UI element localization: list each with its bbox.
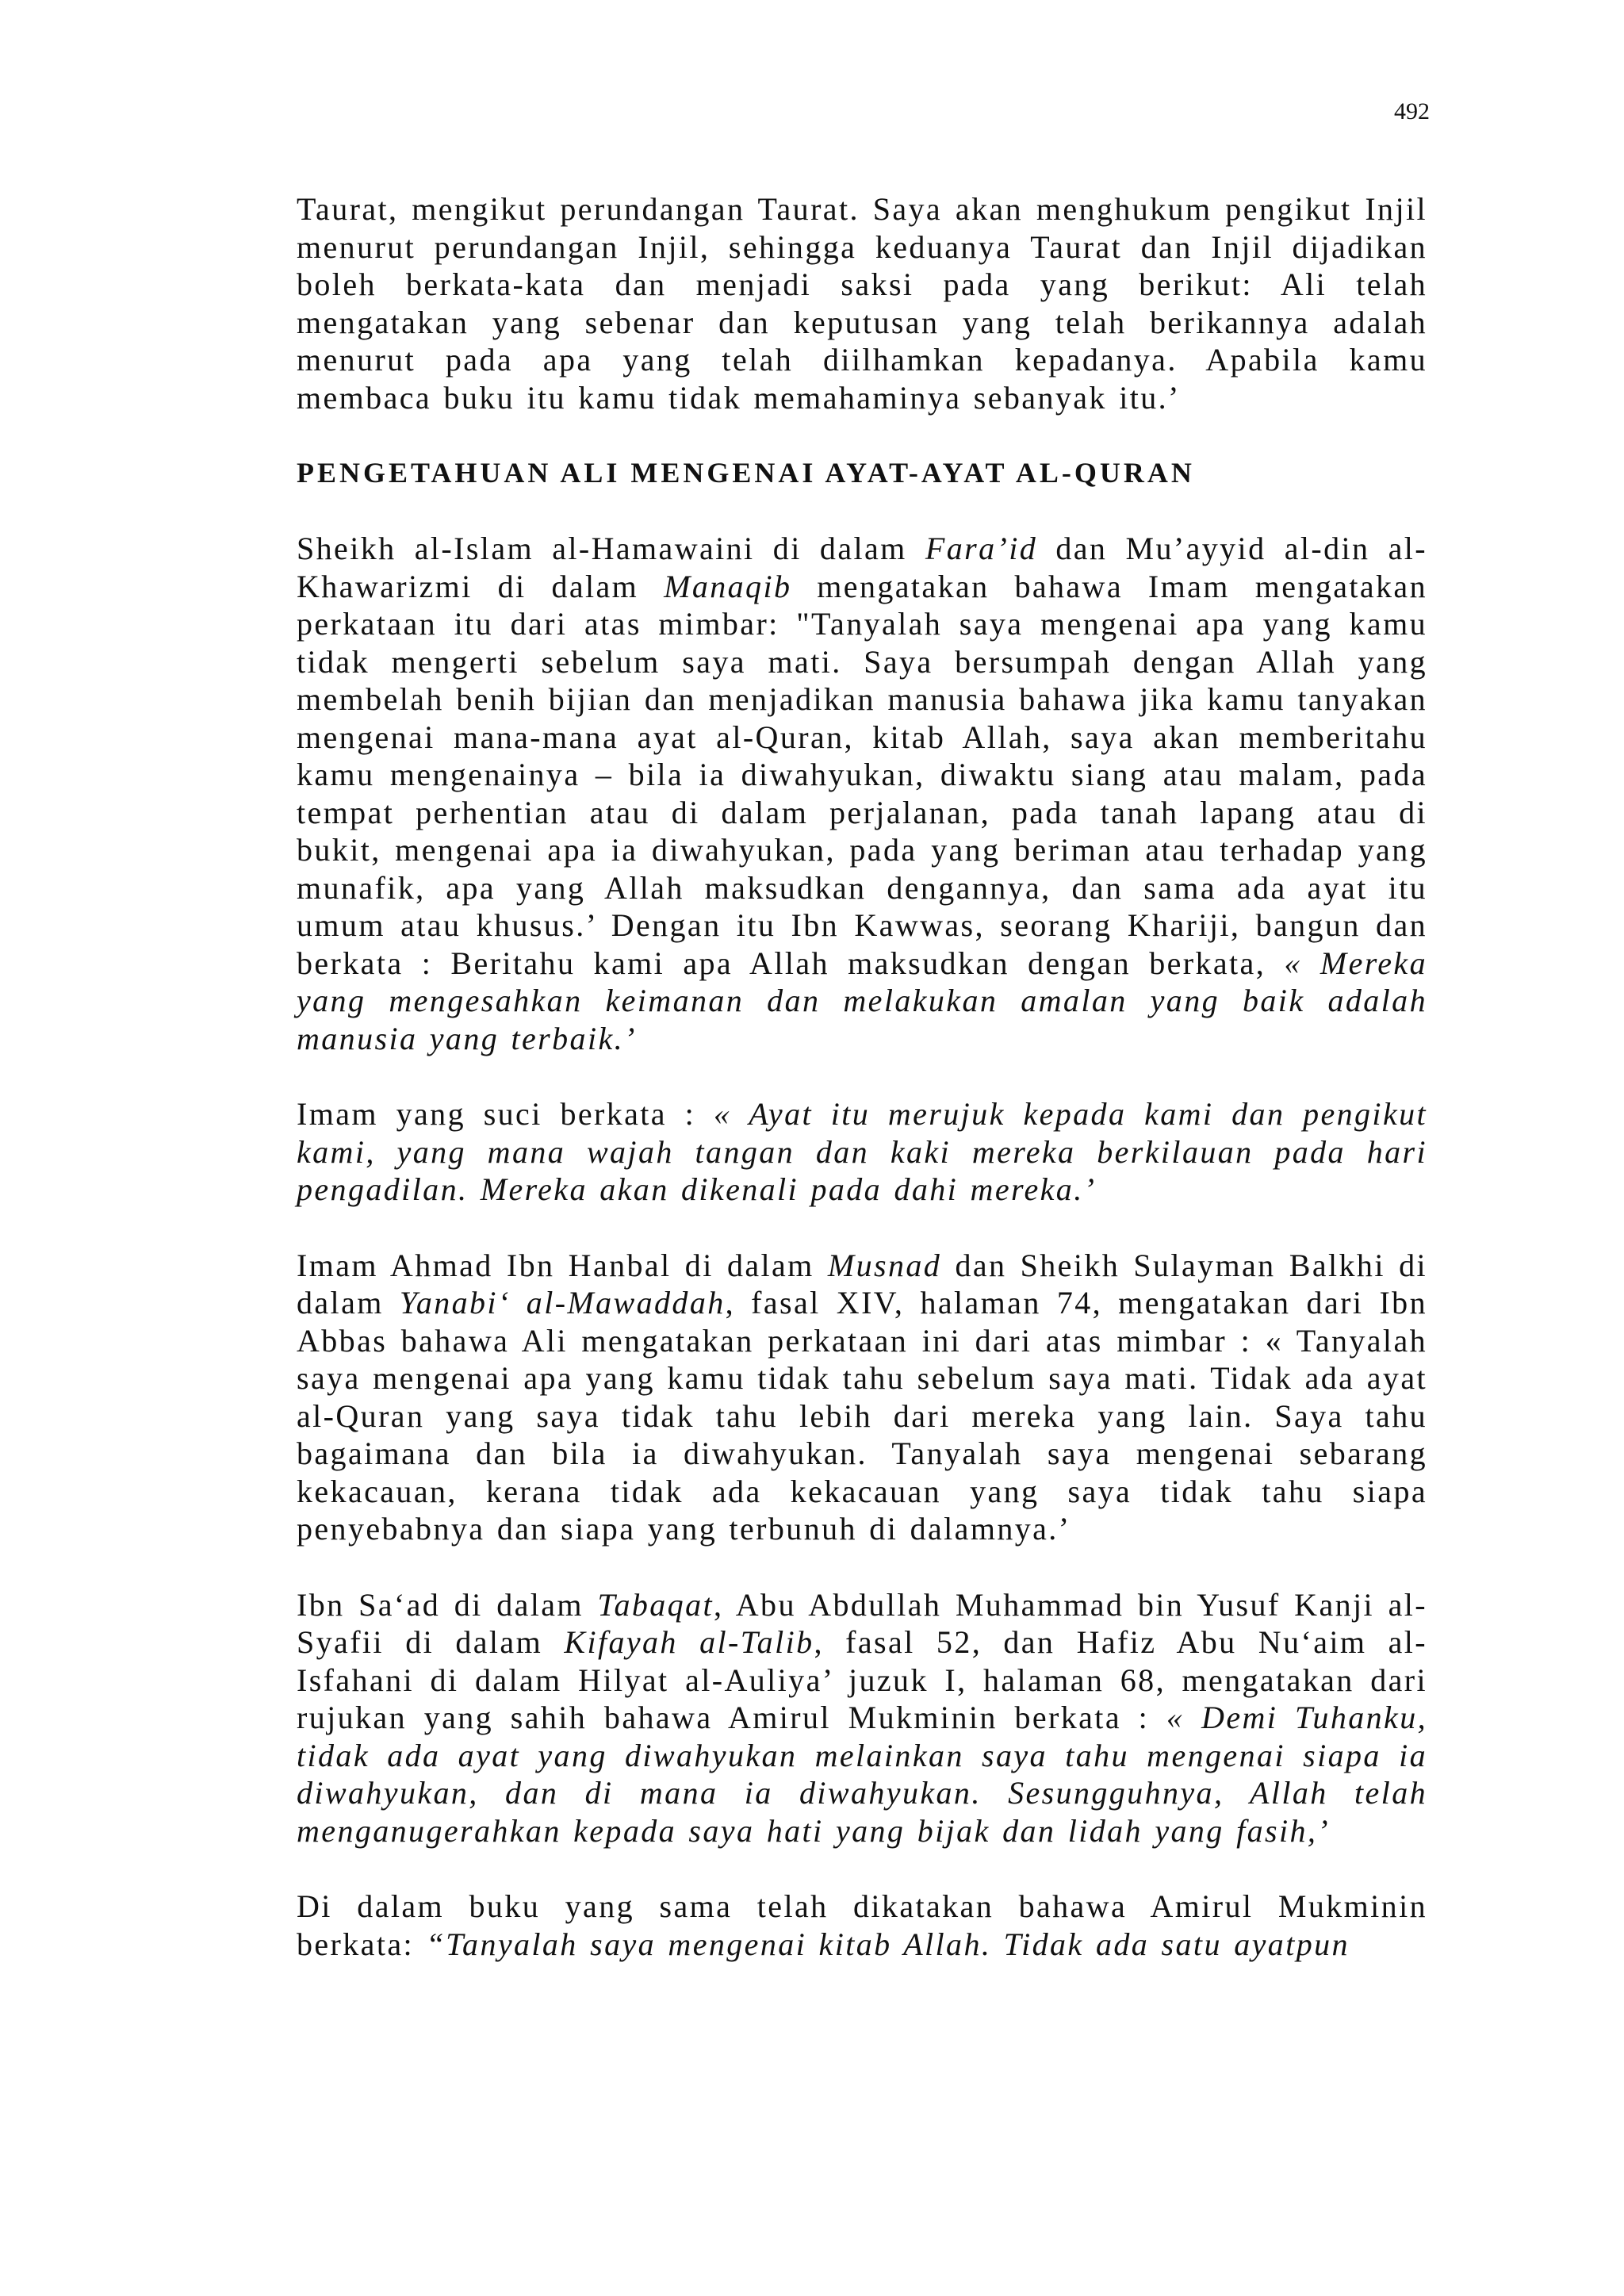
italic-text-run: Tabaqat	[597, 1586, 714, 1623]
paragraph-3	[297, 1095, 1427, 1209]
text-run: Imam yang suci berkata :	[297, 1096, 714, 1132]
page-body	[297, 190, 1427, 1963]
paragraph-4	[297, 1247, 1427, 1548]
paragraph-6	[297, 1888, 1427, 1963]
text-run: dan Mu’ayyid al-din al-Khawarizmi di dalam	[297, 531, 1427, 604]
italic-text-run: Fara’id	[925, 531, 1038, 566]
italic-text-run: Kifayah al-Talib	[564, 1624, 814, 1660]
text-run: mengatakan bahawa Imam mengatakan perkataan itu dari atas mimbar: "Tanyalah saya mengenai apa yang kamu tidak mengerti sebelum saya mati. Saya bersumpah dengan Allah yang membelah benih bijian dan menjadikan manusia bahawa jika kamu tanyakan mengenai mana-mana ayat al-Quran, kitab Allah, saya akan memberitahu kamu mengenainya – bila ia diwahyukan, diwaktu siang atau malam, pada tempat perhentian atau di dalam perjalanan, pada tanah lapang atau di bukit, mengenai apa ia diwahyukan, pada yang beriman atau terhadap yang munafik, apa yang Allah maksudkan dengannya, dan sama ada ayat itu umum atau khusus.’ Dengan itu Ibn Kawwas, seorang Khariji, bangun dan berkata : Beritahu kami apa Allah maksudkan dengan berkata,	[297, 568, 1427, 981]
italic-text-run: Yanabi‘ al-Mawaddah	[399, 1285, 726, 1320]
text-run: , fasal 52, dan Hafiz Abu Nu‘aim al-Isfahani di dalam Hilyat al-Auliya’ juzuk I, halaman 68, mengatakan dari rujukan yang sahih bahawa Amirul Mukminin berkata :	[297, 1624, 1428, 1735]
text-run: Ibn Sa‘ad di dalam	[297, 1586, 598, 1623]
paragraph-5	[297, 1586, 1427, 1850]
paragraph-1	[297, 190, 1427, 416]
text-run: Sheikh al-Islam al-Hamawaini di dalam	[297, 531, 925, 566]
italic-text-run: Manaqib	[664, 568, 792, 604]
italic-text-run: « Mereka yang mengesahkan keimanan dan melakukan amalan yang baik adalah manusia yang terbaik.’	[297, 945, 1427, 1056]
text-run: Taurat, mengikut perundangan Taurat. Saya akan menghukum pengikut Injil menurut perundangan Injil, sehingga keduanya Taurat dan Injil dijadikan boleh berkata-kata dan menjadi saksi pada yang berikut: Ali telah mengatakan yang sebenar dan keputusan yang telah berikannya adalah menurut pada apa yang telah diilhamkan kepadanya. Apabila kamu membaca buku itu kamu tidak memahaminya sebanyak itu.’	[297, 191, 1427, 416]
italic-text-run: “Tanyalah saya mengenai kitab Allah. Tidak ada satu ayatpun	[426, 1926, 1350, 1962]
italic-text-run: « Demi Tuhanku, tidak ada ayat yang diwahyukan melainkan saya tahu mengenai siapa ia diwahyukan, dan di mana ia diwahyukan. Sesungguhnya, Allah telah menganugerahkan kepada saya hati yang bijak dan lidah yang fasih,’	[297, 1700, 1427, 1849]
page-number: 492	[1394, 98, 1430, 125]
section-heading: PENGETAHUAN ALI MENGENAI AYAT-AYAT AL-QURAN	[297, 457, 1195, 489]
text-run: Imam Ahmad Ibn Hanbal di dalam	[297, 1247, 828, 1283]
text-run: , Abu Abdullah Muhammad bin Yusuf Kanji al-Syafii di dalam	[297, 1586, 1427, 1660]
text-run: , fasal XIV, halaman 74, mengatakan dari Ibn Abbas bahawa Ali mengatakan perkataan ini dari atas mimbar : « Tanyalah saya mengenai apa yang kamu tidak tahu sebelum saya mati. Tidak ada ayat al-Quran yang saya tidak tahu lebih dari mereka yang lain. Saya tahu bagaimana dan bila ia diwahyukan. Tanyalah saya mengenai sebarang kekacauan, kerana tidak ada kekacauan yang saya tidak tahu siapa penyebabnya dan siapa yang terbunuh di dalamnya.’	[297, 1285, 1427, 1547]
text-run: dan Sheikh Sulayman Balkhi di dalam	[297, 1247, 1427, 1320]
paragraph-2	[297, 530, 1427, 1057]
italic-text-run: Musnad	[827, 1247, 942, 1283]
text-run: Di dalam buku yang sama telah dikatakan bahawa Amirul Mukminin berkata:	[297, 1888, 1427, 1962]
italic-text-run: « Ayat itu merujuk kepada kami dan pengikut kami, yang mana wajah tangan dan kaki mereka berkilauan pada hari pengadilan. Mereka akan dikenali pada dahi mereka.’	[297, 1096, 1428, 1207]
